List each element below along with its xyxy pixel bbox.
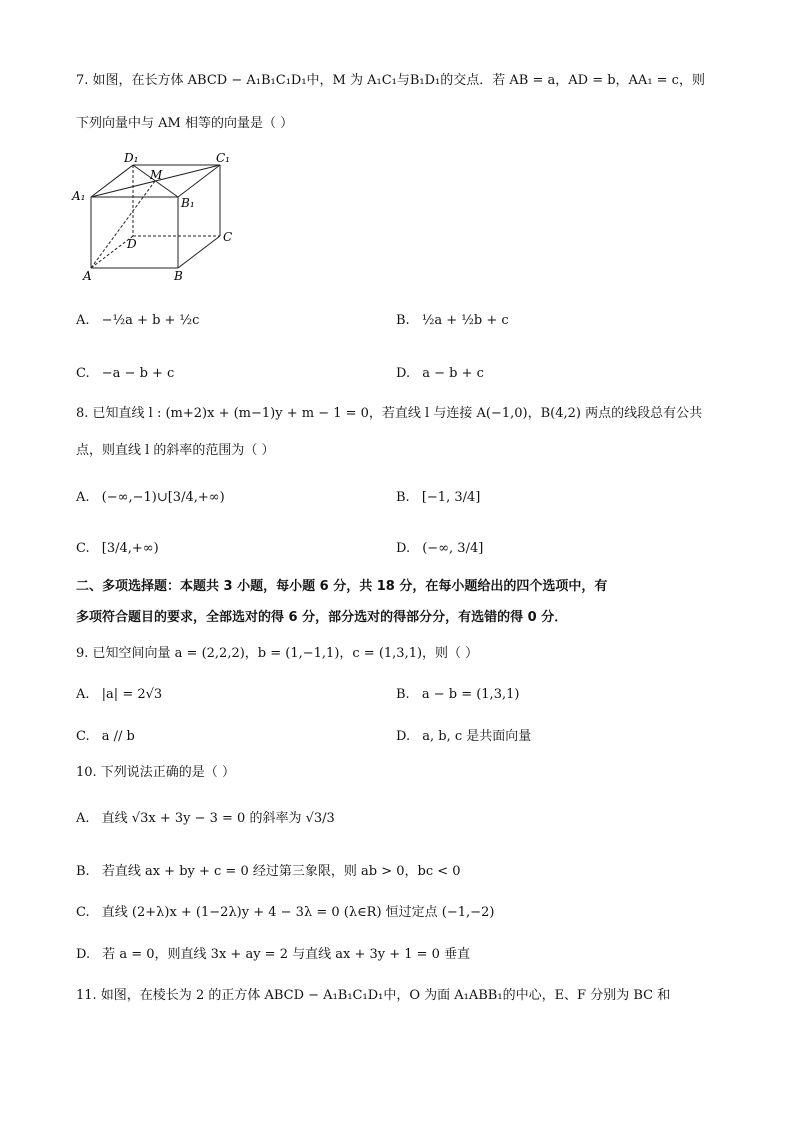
label-D: D: [127, 237, 137, 251]
option-text: |a| = 2√3: [101, 687, 163, 702]
option-text: a, b, c 是共面向量: [422, 729, 532, 744]
q8-stem-line1: 8. 已知直线 l : (m+2)x + (m−1)y + m − 1 = 0，若直线 l 与连接 A(−1,0)，B(4,2) 两点的线段总有公共: [76, 406, 703, 421]
option-text: 若 a = 0，则直线 3x + ay = 2 与直线 ax + 3y + 1 = 0 垂直: [102, 947, 471, 962]
section2-heading-line1: 二、多项选择题：本题共 3 小题，每小题 6 分，共 18 分，在每小题给出的四个选项中，有: [76, 579, 608, 594]
q10-option-a[interactable]: [76, 808, 335, 830]
option-text: [−1, 3/4]: [421, 490, 481, 505]
q10-option-d[interactable]: [76, 944, 470, 966]
q7-option-b[interactable]: [396, 310, 509, 332]
option-text: 若直线 ax + by + c = 0 经过第三象限，则 ab > 0，bc < 0: [101, 864, 461, 879]
q9-option-a[interactable]: [76, 684, 162, 706]
label-A: A: [83, 269, 92, 283]
q9-option-d[interactable]: [396, 726, 531, 748]
option-label: D.: [396, 541, 411, 556]
option-text: (−∞,−1)∪[3/4,+∞): [101, 490, 225, 505]
option-label: D.: [396, 729, 411, 744]
option-label: A.: [76, 687, 90, 702]
option-label: C.: [76, 905, 90, 920]
option-label: B.: [396, 687, 410, 702]
option-label: B.: [396, 490, 410, 505]
option-text: −a − b + c: [101, 366, 175, 381]
label-C: C: [223, 230, 233, 244]
q9-stem: 9. 已知空间向量 a = (2,2,2)，b = (1,−1,1)，c = (1,3,1)，则（ ）: [76, 646, 479, 661]
option-label: B.: [396, 313, 410, 328]
q10-stem: 10. 下列说法正确的是（ ）: [76, 765, 235, 780]
option-label: A.: [76, 313, 90, 328]
q7-option-a[interactable]: [76, 310, 199, 332]
q10-option-c[interactable]: [76, 902, 494, 924]
section2-heading-line2: 多项符合题目的要求，全部选对的得 6 分，部分选对的得部分分，有选错的得 0 分．: [76, 610, 568, 625]
option-label: C.: [76, 541, 90, 556]
option-label: C.: [76, 729, 90, 744]
q9-option-c[interactable]: [76, 726, 135, 748]
option-text: a − b = (1,3,1): [421, 687, 520, 702]
option-text: 直线 (2+λ)x + (1−2λ)y + 4 − 3λ = 0 (λ∈R) 恒过定点 (−1,−2): [101, 905, 495, 920]
option-text: a − b + c: [422, 366, 484, 381]
q7-stem-line2: 下列向量中与 AM 相等的向量是（ ）: [76, 116, 294, 131]
option-text: (−∞, 3/4]: [422, 541, 484, 556]
label-C1: C₁: [216, 151, 230, 165]
option-label: A.: [76, 811, 90, 826]
q8-option-a[interactable]: [76, 487, 225, 509]
q7-option-c[interactable]: [76, 363, 174, 385]
q8-stem-line2: 点，则直线 l 的斜率的范围为（ ）: [76, 443, 275, 458]
option-label: A.: [76, 490, 90, 505]
q9-option-b[interactable]: [396, 684, 519, 706]
option-text: a // b: [101, 729, 135, 744]
option-label: D.: [76, 947, 91, 962]
q8-option-b[interactable]: [396, 487, 480, 509]
q10-option-b[interactable]: [76, 861, 461, 883]
label-M: M: [150, 168, 163, 182]
q8-option-c[interactable]: [76, 538, 159, 560]
q7-stem-line1: 7. 如图，在长方体 ABCD − A₁B₁C₁D₁中，M 为 A₁C₁与B₁D₁的交点．若 AB = a，AD = b，AA₁ = c，则: [76, 73, 705, 88]
option-label: C.: [76, 366, 90, 381]
label-A1: A₁: [72, 189, 86, 203]
option-text: [3/4,+∞): [101, 541, 159, 556]
option-label: D.: [396, 366, 411, 381]
q11-stem-line1: 11. 如图，在棱长为 2 的正方体 ABCD − A₁B₁C₁D₁中，O 为面 A₁ABB₁的中心，E、F 分别为 BC 和: [76, 988, 671, 1003]
option-text: 直线 √3x + 3y − 3 = 0 的斜率为 √3/3: [101, 811, 335, 826]
label-B: B: [174, 269, 183, 283]
option-label: B.: [76, 864, 90, 879]
q7-option-d[interactable]: [396, 363, 484, 385]
label-B1: B₁: [181, 196, 195, 210]
option-text: −½a + b + ½c: [101, 313, 200, 328]
label-D1: D₁: [124, 151, 139, 165]
cuboid-figure: [70, 150, 250, 285]
option-text: ½a + ½b + c: [421, 313, 509, 328]
q8-option-d[interactable]: [396, 538, 483, 560]
